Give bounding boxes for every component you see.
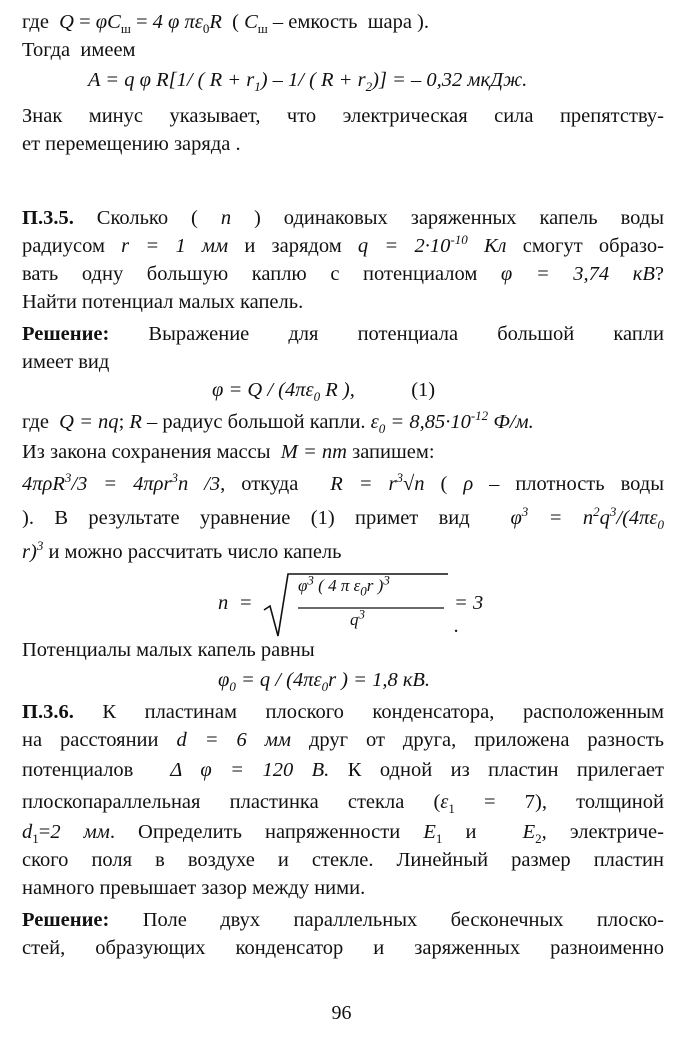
- text-line: радиусом r = 1 мм и зарядом $q = 2\cdot 10^{-10}$ Кл смогут образо-: [22, 232, 664, 257]
- text-line: потенциалов Δ φ = 120 В. К одной из пластин прилегает: [22, 759, 664, 781]
- text-line: $d_1=2$ мм. Определить напряженности $E_1$ и $E_2$, электриче-: [22, 821, 664, 847]
- text-line: имеет вид: [22, 351, 110, 373]
- text-line: Решение: Выражение для потенциала большой капли: [22, 323, 664, 345]
- text-line: стей, образующих конденсатор и заряженных разноименно: [22, 937, 664, 959]
- text-line: Из закона сохранения массы M = nm запишем:: [22, 441, 435, 463]
- text-line: намного превышает зазор между ними.: [22, 877, 366, 899]
- root-formula: n = $\varphi^3$ ( 4 π $\varepsilon_0r$ )$^3$ $q^3$ = 3 .: [218, 568, 498, 642]
- text-line: на расстоянии d = 6 мм друг от друга, приложена разность: [22, 729, 664, 751]
- page-number: 96: [331, 1002, 352, 1024]
- text-line: вать одну большую каплю с потенциалом φ = 3,74 кВ?: [22, 263, 664, 285]
- text-line: Потенциалы малых капель равны: [22, 639, 315, 661]
- text-line: Знак минус указывает, что электрическая сила препятству-: [22, 105, 664, 127]
- text-line: где Q = nq; R – радиус большой капли. $\varepsilon_0 = 8,85\cdot 10^{-12}$ Ф/м.: [22, 408, 534, 437]
- formula-line: $\varphi_0 = q / (4\pi\varepsilon_0r$ ) = 1,8 кВ.: [218, 669, 431, 695]
- formula-line: A = q φ R[1/ ( $R + r_1) - 1/$ ( $R + r_2$)] = – 0,32 мкДж.: [88, 69, 528, 95]
- text-line: Решение: Поле двух параллельных бесконечных плоско-: [22, 909, 664, 931]
- text-line: Найти потенциал малых капель.: [22, 291, 304, 313]
- text-line: r)$^3$ и можно рассчитать число капель: [22, 538, 342, 563]
- text-line: 4πρR$^3$/3 = 4πρr$^3$n /3, откуда $R = r^3√n$ ( ρ – плотность воды: [22, 470, 664, 495]
- problem-heading: П.3.6. К пластинам плоского конденсатора, расположенным: [22, 701, 664, 723]
- formula-line: $\varphi = Q / (4\pi\varepsilon_0$ R ), (1): [212, 379, 436, 405]
- text-line: Тогда имеем: [22, 39, 136, 61]
- text-line: ). В результате уравнение (1) примет вид $\varphi^3 = n^2q^3/(4\pi\varepsilon_0$: [22, 504, 664, 533]
- text-line: ет перемещению заряда .: [22, 133, 241, 155]
- problem-heading: П.3.5. Сколько ( n ) одинаковых заряженных капель воды: [22, 207, 664, 229]
- text-line: ского поля в воздухе и стекле. Линейный размер пластин: [22, 849, 664, 871]
- text-line: плоскопараллельная пластинка стекла $(\varepsilon_1 = 7)$, толщиной: [22, 791, 664, 817]
- text-line: где $Q = \varphi C_ш = 4$ φ $\pi\varepsilon_0R$ ( $C_ш$ – емкость шара ).: [22, 11, 429, 37]
